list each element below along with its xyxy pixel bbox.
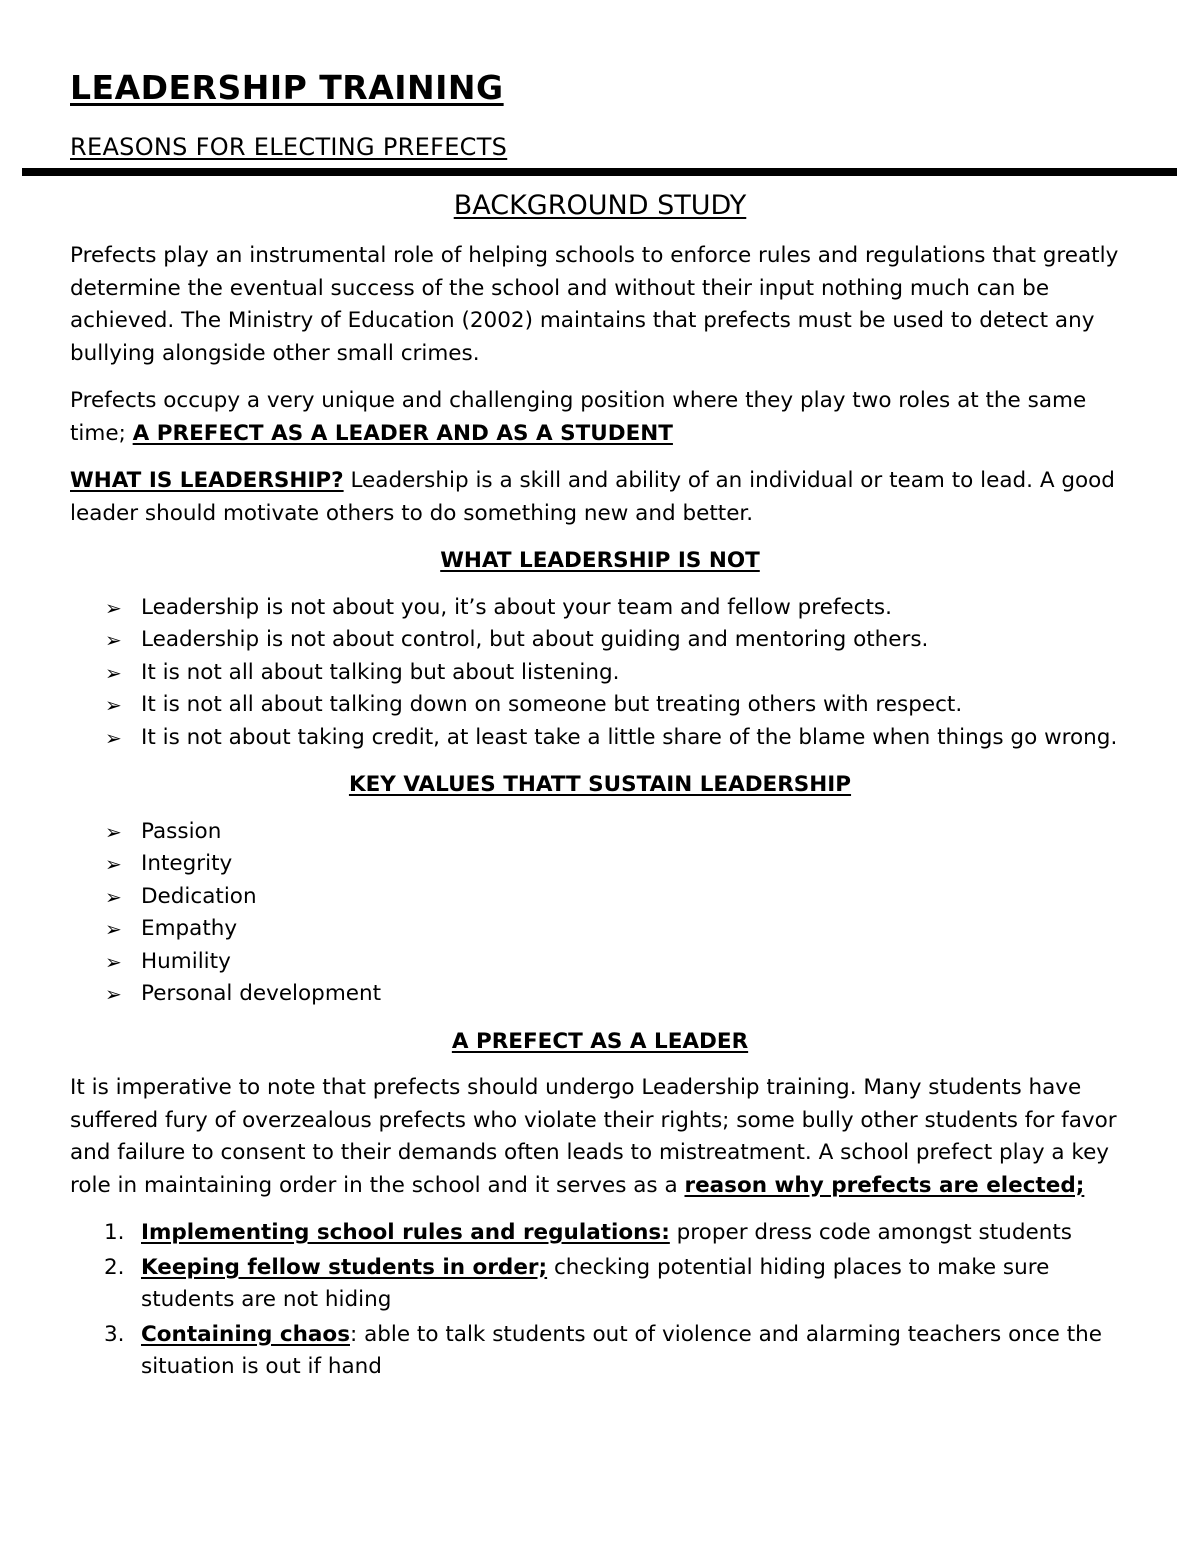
not-leadership-list: [70, 592, 1130, 755]
list-number: 2.: [104, 1254, 125, 1280]
leadership-term: WHAT IS LEADERSHIP?: [70, 468, 344, 493]
list-item-text: Integrity: [141, 851, 233, 876]
prefect-leader-heading: A PREFECT AS A LEADER: [451, 1028, 749, 1054]
list-item: [70, 689, 1130, 722]
list-number: 1.: [104, 1220, 125, 1245]
list-item: [70, 913, 1130, 946]
arrow-bullet-icon: ➢: [105, 884, 122, 909]
leadership-definition-paragraph: [70, 465, 1130, 530]
list-item-text: It is not about taking credit, at least take a little share of the blame when things go wrong.: [141, 724, 1118, 750]
list-number: 3.: [104, 1321, 125, 1347]
list-item: [70, 881, 1130, 914]
arrow-bullet-icon: ➢: [105, 949, 122, 974]
document-title: LEADERSHIP TRAINING: [70, 68, 504, 107]
list-item-text: Humility: [141, 948, 231, 974]
list-item: [70, 816, 1130, 849]
reason-detail: checking potential hiding places to make sure students are not hiding: [141, 1254, 1050, 1312]
list-item-text: It is not all about talking but about listening.: [141, 659, 620, 685]
arrow-bullet-icon: ➢: [105, 982, 122, 1006]
not-leadership-heading: WHAT LEADERSHIP IS NOT: [440, 548, 760, 573]
list-item: [70, 946, 1130, 979]
list-item: [70, 1319, 1130, 1384]
reason-term: Keeping fellow students in order;: [141, 1254, 548, 1280]
background-heading: BACKGROUND STUDY: [453, 190, 747, 221]
arrow-bullet-icon: ➢: [105, 819, 122, 844]
background-paragraph-2-text: Prefects occupy a very unique and challenging position where they play two roles at the same time;: [70, 388, 1087, 446]
list-item-text: Passion: [141, 818, 222, 844]
horizontal-rule: [22, 168, 1177, 176]
list-item-text: Dedication: [141, 883, 257, 909]
arrow-bullet-icon: ➢: [105, 693, 122, 717]
reason-emphasis: reason why prefects are elected;: [684, 1172, 1085, 1198]
list-item: [70, 1252, 1130, 1317]
key-values-list: [70, 816, 1130, 1011]
reason-detail: : able to talk students out of violence and alarming teachers once the situation is out if hand: [141, 1321, 1103, 1379]
prefect-leader-paragraph-text: It is imperative to note that prefects should undergo Leadership training. Many students have suffered fury of overzealous prefects who violate their rights; some bully other students for favor and failure to consent to their demands often leads to mistreatment. A school prefect play a key role in maintaining order in the school and it serves as a: [70, 1075, 1117, 1198]
arrow-bullet-icon: ➢: [105, 917, 122, 941]
reasons-list: [70, 1217, 1130, 1384]
reason-detail: proper dress code amongst students: [669, 1220, 1072, 1245]
document-body: [70, 186, 1130, 1386]
reason-term: Containing chaos: [141, 1321, 350, 1347]
background-paragraph-2: [70, 385, 1130, 450]
arrow-bullet-icon: ➢: [105, 628, 122, 652]
list-item-text: Leadership is not about control, but about guiding and mentoring others.: [141, 627, 929, 652]
arrow-bullet-icon: ➢: [105, 852, 122, 876]
arrow-bullet-icon: ➢: [105, 660, 122, 685]
background-paragraph-1: Prefects play an instrumental role of helping schools to enforce rules and regulations that greatly determine the eventual success of the school and without their input nothing much can be achieved. The Ministry of Education (2002) maintains that prefects must be used to detect any bullying alongside other small crimes.: [70, 243, 1119, 366]
document-subtitle: REASONS FOR ELECTING PREFECTS: [70, 133, 508, 161]
list-item: [70, 978, 1130, 1011]
list-item: [70, 657, 1130, 690]
list-item: [70, 592, 1130, 625]
list-item: [70, 1217, 1130, 1250]
list-item-text: Leadership is not about you, it’s about your team and fellow prefects.: [141, 594, 892, 620]
arrow-bullet-icon: ➢: [105, 725, 122, 750]
list-item-text: Empathy: [141, 916, 238, 941]
list-item: [70, 722, 1130, 755]
reason-term: Implementing school rules and regulations:: [141, 1220, 670, 1245]
list-item-text: Personal development: [141, 981, 382, 1006]
list-item-text: It is not all about talking down on someone but treating others with respect.: [141, 692, 963, 717]
arrow-bullet-icon: ➢: [105, 595, 122, 620]
list-item: [70, 848, 1130, 881]
key-values-heading: KEY VALUES THATT SUSTAIN LEADERSHIP: [348, 772, 852, 797]
prefect-leader-paragraph: [70, 1072, 1130, 1202]
list-item: [70, 624, 1130, 657]
leadership-definition: Leadership is a skill and ability of an individual or team to lead. A good leader should motivate others to do something new and better.: [70, 468, 1115, 526]
prefect-roles-emphasis: A PREFECT AS A LEADER AND AS A STUDENT: [132, 420, 673, 446]
